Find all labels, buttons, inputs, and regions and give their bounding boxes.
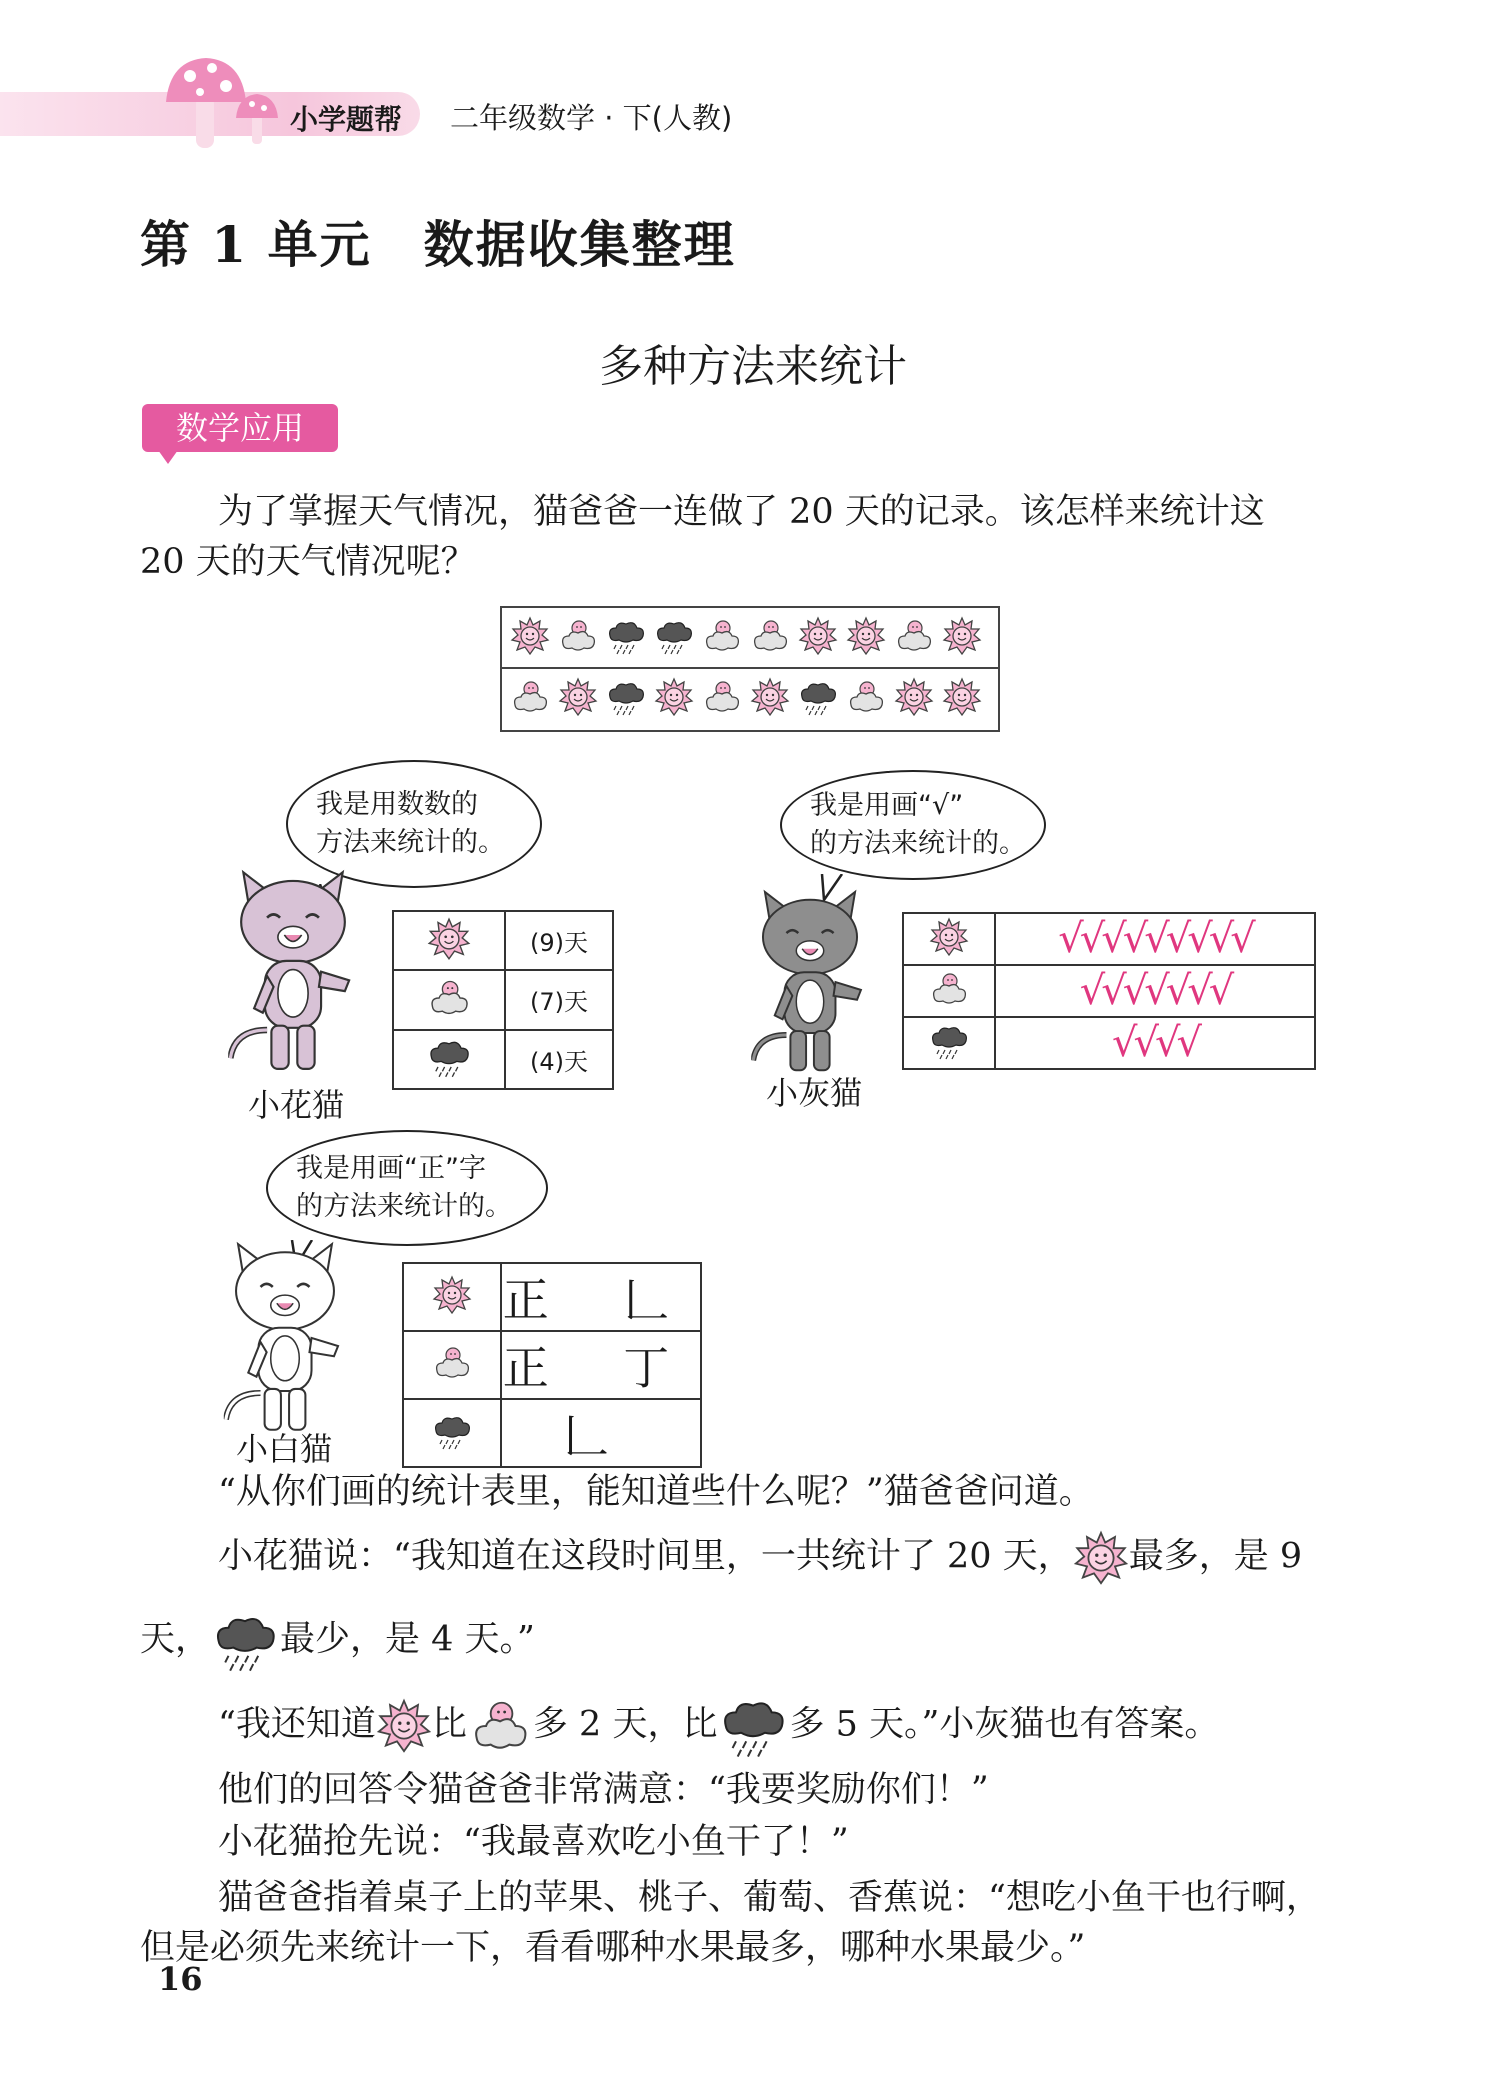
header-subtitle: 二年级数学 · 下(人教): [450, 101, 733, 135]
weather-record-box: [500, 606, 1000, 732]
white-table-zheng-cell: 正 丁: [501, 1331, 701, 1399]
page-number: 16: [158, 1960, 203, 1998]
cloudy-icon: [427, 975, 471, 1021]
gray-table-icon-cell: [903, 913, 995, 965]
gray-table-row: [903, 965, 1315, 1017]
weather-record-row-1: [510, 614, 982, 658]
story-answer-2-text-d: 多 5 天。”小灰猫也有答案。: [789, 1704, 1220, 1745]
white-table-icon-cell: [403, 1331, 501, 1399]
white-table-row: [403, 1331, 701, 1399]
rainy-icon: [929, 1020, 969, 1062]
gray-cat-speech-line-1: 我是用画“√”: [810, 790, 964, 821]
rainy-icon: [798, 675, 838, 719]
sunny-icon: [942, 675, 982, 719]
gray-cat-tick-table: [902, 912, 1316, 1070]
story-paragraph-4: 小花猫抢先说：“我最喜欢吃小鱼干了！”: [218, 1822, 849, 1862]
gray-table-icon-cell: [903, 1017, 995, 1069]
flower-table-icon-cell: [393, 1030, 505, 1089]
sunny-icon: [376, 1698, 432, 1754]
white-cat-speech-line-2: 的方法来统计的。: [296, 1191, 512, 1222]
story-answer-1-text-a: 小花猫说：“我知道在这段时间里，一共统计了 20 天，: [218, 1536, 1073, 1577]
gray-cat-speech-line-2: 的方法来统计的。: [810, 828, 1026, 859]
story-answer-1-text-b: 最多，是 9: [1128, 1536, 1303, 1577]
flower-table-row: [393, 970, 613, 1029]
story-answer-2-text-a: “我还知道: [218, 1704, 376, 1745]
flower-cat-speech-line-2: 方法来统计的。: [316, 827, 505, 858]
gray-table-tick-cell: √√√√√√√√√: [995, 913, 1315, 965]
intro-line-1: 为了掌握天气情况，猫爸爸一连做了 20 天的记录。该怎样来统计这: [218, 492, 1265, 532]
sunny-icon: [929, 916, 969, 958]
gray-table-icon-cell: [903, 965, 995, 1017]
gray-table-tick-cell: √√√√√√√: [995, 965, 1315, 1017]
sunny-icon: [750, 675, 790, 719]
rainy-icon: [606, 614, 646, 658]
gray-cat-speech-bubble: [780, 770, 1046, 880]
rainy-icon: [606, 675, 646, 719]
white-table-zheng-cell: 𠃊: [501, 1399, 701, 1467]
rainy-icon: [427, 1034, 471, 1080]
cloudy-icon: [467, 1695, 533, 1757]
story-paragraph-3: 他们的回答令猫爸爸非常满意：“我要奖励你们！”: [218, 1770, 989, 1810]
intro-line-2: 20 天的天气情况呢？: [140, 542, 476, 582]
flower-table-icon-cell: [393, 911, 505, 970]
sunny-icon: [558, 675, 598, 719]
sunny-icon: [654, 675, 694, 719]
gray-table-row: [903, 913, 1315, 965]
story-answer-2-text-b: 比: [431, 1704, 467, 1745]
sunny-icon: [798, 614, 838, 658]
sunny-icon: [427, 916, 471, 962]
flower-table-count-cell: (7)天: [505, 970, 613, 1029]
cloudy-icon: [432, 1341, 472, 1385]
story-question: “从你们画的统计表里，能知道些什么呢？”猫爸爸问道。: [218, 1472, 1094, 1512]
white-table-row: [403, 1399, 701, 1467]
cloudy-icon: [846, 675, 886, 719]
sunny-icon: [1073, 1530, 1129, 1586]
white-cat-name: 小白猫: [236, 1430, 333, 1468]
cloudy-icon: [558, 614, 598, 658]
flower-cat-count-table: [392, 910, 614, 1090]
flower-cat-icon: [218, 868, 368, 1084]
white-cat-icon: [212, 1240, 358, 1444]
flower-table-count-cell: (4)天: [505, 1030, 613, 1089]
flower-table-row: [393, 1030, 613, 1089]
flower-table-count-cell: (9)天: [505, 911, 613, 970]
unit-title: 第 1 单元 数据收集整理: [140, 215, 736, 274]
white-table-row: [403, 1263, 701, 1331]
cloudy-icon: [702, 675, 742, 719]
sunny-icon: [894, 675, 934, 719]
cloudy-icon: [929, 968, 969, 1010]
gray-cat-name: 小灰猫: [766, 1074, 863, 1112]
white-cat-zheng-table: [402, 1262, 702, 1468]
gray-table-row: [903, 1017, 1315, 1069]
rainy-icon: [717, 1692, 789, 1760]
rainy-icon: [654, 614, 694, 658]
section-badge-tail: [158, 450, 178, 464]
story-answer-1-line-2: [140, 1608, 535, 1674]
gray-table-tick-cell: √√√√: [995, 1017, 1315, 1069]
white-table-zheng-cell: 正 𠃊: [501, 1263, 701, 1331]
rainy-icon: [210, 1608, 280, 1674]
story-answer-1-line-1: [218, 1530, 1302, 1586]
flower-table-row: [393, 911, 613, 970]
rainy-icon: [432, 1409, 472, 1453]
story-answer-2: [218, 1692, 1219, 1760]
cloudy-icon: [702, 614, 742, 658]
mushroom-logo-icon: [160, 52, 290, 152]
white-cat-speech-bubble: [266, 1130, 548, 1246]
gray-cat-icon: [740, 888, 880, 1084]
cloudy-icon: [750, 614, 790, 658]
white-cat-speech-line-1: 我是用画“正”字: [296, 1153, 486, 1184]
story-answer-1-text-d: 最少，是 4 天。”: [280, 1619, 535, 1660]
sunny-icon: [432, 1273, 472, 1317]
sunny-icon: [942, 614, 982, 658]
story-answer-1-text-c: 天，: [140, 1619, 211, 1660]
weather-record-row-2: [510, 675, 982, 719]
story-answer-2-text-c: 多 2 天，比: [532, 1704, 718, 1745]
flower-table-icon-cell: [393, 970, 505, 1029]
header-brand: 小学题帮: [290, 103, 403, 136]
white-table-icon-cell: [403, 1399, 501, 1467]
white-table-icon-cell: [403, 1263, 501, 1331]
flower-cat-speech-line-1: 我是用数数的: [316, 789, 478, 820]
flower-cat-name: 小花猫: [248, 1086, 345, 1124]
lesson-title: 多种方法来统计: [599, 341, 907, 392]
section-badge: 数学应用: [142, 404, 338, 452]
cloudy-icon: [894, 614, 934, 658]
story-paragraph-5-line-1: 猫爸爸指着桌子上的苹果、桃子、葡萄、香蕉说：“想吃小鱼干也行啊，: [218, 1878, 1321, 1918]
story-paragraph-5-line-2: 但是必须先来统计一下，看看哪种水果最多，哪种水果最少。”: [140, 1928, 1086, 1968]
sunny-icon: [510, 614, 550, 658]
sunny-icon: [846, 614, 886, 658]
cloudy-icon: [510, 675, 550, 719]
